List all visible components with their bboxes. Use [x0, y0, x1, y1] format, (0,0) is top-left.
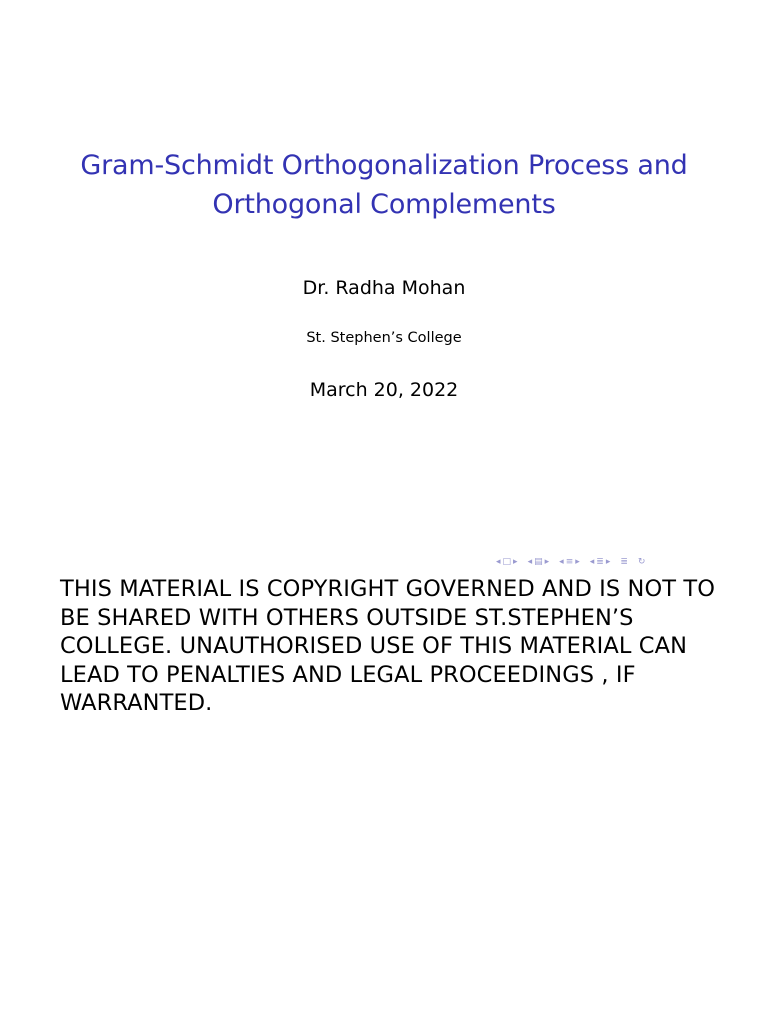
nav-right-arrow-icon[interactable]: ▸	[605, 557, 611, 567]
author-name: Dr. Radha Mohan	[302, 277, 466, 299]
beamer-navigation-bar	[496, 555, 645, 569]
nav-right-arrow-icon[interactable]: ▸	[544, 557, 550, 567]
subsection-icon[interactable]: ▤	[534, 557, 543, 567]
presentation-date: March 20, 2022	[309, 379, 459, 401]
presentation-icon[interactable]: ≣	[596, 557, 604, 567]
nav-left-arrow-icon[interactable]: ◂	[527, 557, 533, 567]
align-icon[interactable]: ≣	[620, 557, 628, 567]
copyright-notice: THIS MATERIAL IS COPYRIGHT GOVERNED AND IS NOT TO BE SHARED WITH OTHERS OUTSIDE ST.STEPHEN’S COLLEGE. UNAUTHORISED USE OF THIS MATERIAL CAN LEAD TO PENALTIES AND LEGAL PROCEEDINGS , IF WARRANTED.	[60, 576, 716, 716]
nav-left-arrow-icon[interactable]: ◂	[496, 557, 501, 567]
nav-left-arrow-icon[interactable]: ◂	[559, 557, 564, 567]
frame-icon[interactable]: □	[502, 557, 512, 567]
presentation-title: Gram-Schmidt Orthogonalization Process and Orthogonal Complements	[80, 150, 688, 220]
search-icon[interactable]: ↻	[637, 557, 646, 567]
institute-name: St. Stephen’s College	[306, 330, 462, 346]
section-icon[interactable]: ≡	[565, 557, 574, 567]
nav-right-arrow-icon[interactable]: ▸	[513, 557, 518, 567]
nav-left-arrow-icon[interactable]: ◂	[589, 557, 595, 567]
nav-right-arrow-icon[interactable]: ▸	[575, 557, 580, 567]
